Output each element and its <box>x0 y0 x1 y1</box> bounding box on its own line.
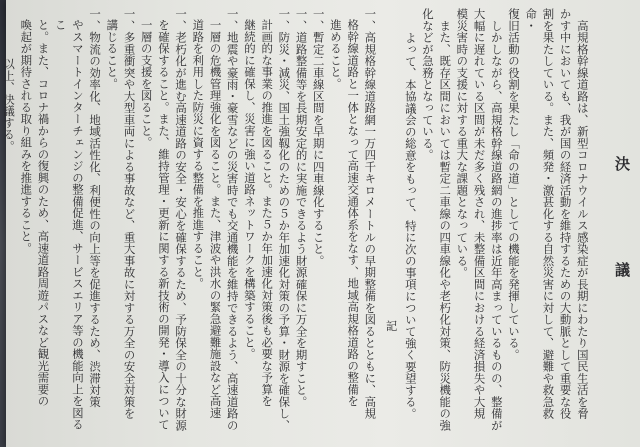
request-item: 一、暫定二車線区間を早期に四車線化すること。 <box>311 8 326 267</box>
intro-line: 大幅に遅れている区間が未だ多く残され、未整備区間における経済損失や大規 <box>472 8 487 420</box>
ki-marker: 記 <box>384 320 399 332</box>
intro-line: かす中においても、我が国の経済活動を維持するための大動脈として重要な役 <box>558 8 573 420</box>
closing-statement: 以上、決議する。 <box>2 58 17 152</box>
request-item: 一、防災・減災、国土強靱化のための５か年加速化対策の予算・財源を確保し、 <box>277 8 292 431</box>
request-item-continuation: 一層の支援を図ること。 <box>139 19 154 149</box>
intro-line: 模災害時の支援に対する重大な課題となっている。 <box>455 8 470 279</box>
request-item-continuation: 計画的な事業の推進を図ること。また５か年加速化対策後も必要な予算を <box>260 19 275 407</box>
request-item-continuation: やスマートインターチェンジの整備促進、サービスエリア等の機能向上を図るこ <box>53 19 85 431</box>
request-item-continuation: を確保すること。また、維持管理・更新に関する新技術の開発・導入について <box>156 19 171 431</box>
intro-line: また、既存区間においては暫定二車線の四車線化や老朽化対策、防災機能の強 <box>438 8 453 431</box>
request-item: 一、道路整備等を長期安定的に実施できるよう財源確保に万全を期すこと。 <box>294 8 309 408</box>
resolution-document <box>2 8 631 439</box>
lead-sentence: よって、本協議会の総意をもって、特に次の事項について強く要望する。 <box>403 20 418 420</box>
document-paper <box>2 0 640 447</box>
request-item-continuation: と。また、コロナ禍からの復興のため、高速道路周遊パスなど観光需要の <box>36 19 51 407</box>
request-item-continuation: 講じること。 <box>105 19 120 90</box>
request-item-continuation: 道路を利用した防災に資する整備を推進すること。 <box>191 19 206 290</box>
request-item: 一、高規格幹線道路網一万四千キロメートルの早期整備を図るとともに、高規 <box>363 8 378 420</box>
request-item-continuation: 一層の危機管理強化を図ること。また、津波や洪水の緊急避難施設など高速 <box>208 19 223 419</box>
request-item-continuation: 継続的に確保し、災害に強い道路ネットワークを構築すること。 <box>242 19 257 360</box>
intro-line: しかしながら、高規格幹線道路網の進捗率は近年高まっているものの、整備が <box>489 8 504 431</box>
document-title: 決 議 <box>613 156 631 315</box>
request-item-continuation: 格幹線道路と一体となって高速交通体系をなす、地域高規格道路の整備を <box>346 19 361 407</box>
intro-line: 高規格幹線道路は、新型コロナウイルス感染症が長期にわたり国民生活を脅 <box>575 8 590 420</box>
request-item-continuation: 進めること。 <box>328 19 343 90</box>
intro-line: 割を果たしている。また、頻発・激甚化する自然災害に対して、避難や救急救命・ <box>524 8 556 420</box>
request-item: 一、老朽化が進む高速道路の安全・安心を確保するため、予防保全の十分な財源 <box>174 8 189 431</box>
intro-line: 化などが急務となっている。 <box>420 8 435 161</box>
intro-line: 復旧活動の役割を果たし「命の道」としての機能を発揮している。 <box>506 8 521 361</box>
request-item-continuation: 喚起が期待される取り組みを推進すること。 <box>19 19 34 254</box>
request-item: 一、物流の効率化、地域活性化、利便性の向上等を促進するため、渋滞対策 <box>88 8 103 408</box>
request-item: 一、地震や豪雨・豪雪などの災害時でも交通機能を維持できるよう、高速道路の <box>225 8 240 431</box>
request-item: 一、多重衝突や大型車両による事故など、重大事故に対する万全の安全対策を <box>122 8 137 420</box>
